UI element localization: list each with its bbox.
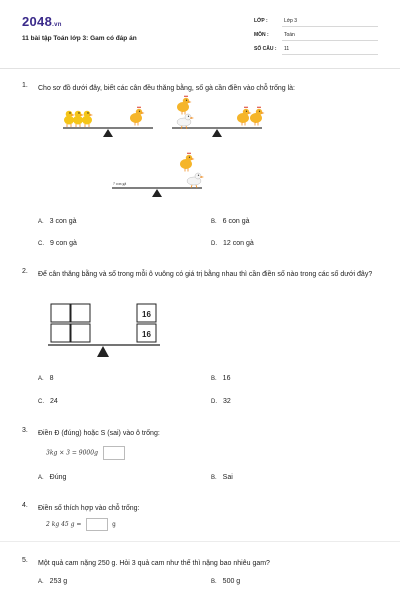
hen-icon: [250, 106, 265, 126]
meta-grade-value: Lớp 3: [284, 18, 298, 24]
option-letter: A.: [38, 219, 44, 225]
meta-count-key: SỐ CÂU :: [254, 46, 277, 52]
question-text: Cho sơ đồ dưới đây, biết các cân đều thăng bằng, số gà cần điền vào chỗ trống là:: [38, 85, 295, 92]
expression-row: [46, 518, 116, 531]
option-letter: A.: [38, 579, 44, 585]
chick-icon: [82, 111, 93, 127]
site-logo[interactable]: [22, 14, 62, 29]
option-letter: B.: [211, 219, 217, 225]
meta-divider: [282, 54, 378, 55]
question-text: Một quả cam nặng 250 g. Hỏi 3 quả cam như thế thì nặng bao nhiêu gam?: [38, 560, 270, 567]
section-divider: [0, 541, 400, 542]
empty-boxes: [51, 304, 90, 342]
option-a[interactable]: [38, 375, 54, 382]
option-letter: D.: [211, 241, 217, 247]
option-text: Sai: [222, 474, 233, 481]
option-d[interactable]: [211, 398, 231, 405]
option-letter: A.: [38, 475, 44, 481]
option-a[interactable]: [38, 474, 66, 481]
option-b[interactable]: [211, 218, 250, 225]
answer-box[interactable]: [86, 518, 108, 531]
box-value: 16: [142, 310, 151, 319]
option-text: 12 con gà: [223, 240, 254, 247]
option-a[interactable]: [38, 218, 77, 225]
scale-3: [112, 152, 204, 197]
option-a[interactable]: [38, 578, 67, 585]
value-box: [137, 304, 156, 322]
question-text: Điền Đ (đúng) hoặc S (sai) vào ô trống:: [38, 430, 160, 437]
option-c[interactable]: [38, 240, 77, 247]
option-letter: B.: [211, 579, 217, 585]
expression-row: [46, 446, 125, 460]
question-text: Điền số thích hợp vào chỗ trống:: [38, 505, 140, 512]
value-box: [137, 324, 156, 342]
option-letter: C.: [38, 241, 44, 247]
option-text: 24: [50, 398, 58, 405]
option-text: Đúng: [49, 474, 67, 481]
math-expression: 2 kg 45 g =: [46, 521, 82, 528]
question-text: Để cân thăng bằng và số trong mỗi ô vuông có giá trị bằng nhau thì cần điền số nào trong các số dưới đây?: [38, 271, 373, 278]
duck-icon: [187, 173, 204, 188]
meta-subject-key: MÔN :: [254, 32, 269, 38]
option-b[interactable]: [211, 474, 233, 481]
scale-pivot: [97, 346, 109, 357]
meta-divider: [282, 40, 378, 41]
unit-label: g: [112, 522, 116, 528]
hen-icon: [177, 95, 192, 115]
question-number: 3.: [22, 427, 28, 434]
option-text: 6 con gà: [222, 218, 250, 225]
option-text: 16: [222, 375, 231, 382]
unknown-label: ? con gà: [113, 181, 127, 186]
question-number: 1.: [22, 82, 28, 89]
option-text: 8: [49, 375, 54, 382]
option-text: 500 g: [222, 578, 241, 585]
option-d[interactable]: [211, 240, 254, 247]
hen-icon: [130, 106, 145, 126]
math-expression: 3kg × 3 = 9000g: [46, 449, 98, 457]
question-number: 2.: [22, 268, 28, 275]
answer-box[interactable]: [103, 446, 125, 460]
logo-suffix: .vn: [52, 22, 62, 28]
option-letter: B.: [211, 376, 217, 382]
header-divider: [0, 68, 400, 69]
option-letter: A.: [38, 376, 44, 382]
option-b[interactable]: [211, 578, 240, 585]
scale-1: [63, 106, 153, 137]
meta-grade-key: LỚP :: [254, 18, 268, 24]
hen-icon: [237, 106, 252, 126]
box-scale-figure: [0, 296, 400, 366]
logo-text: 2048: [22, 14, 53, 29]
document-title: 11 bài tập Toán lớp 3: Gam có đáp án: [22, 35, 137, 42]
hen-icon: [180, 152, 195, 172]
option-b[interactable]: [211, 375, 230, 382]
scale-2: [172, 95, 265, 137]
box-value: 16: [142, 330, 151, 339]
option-text: 32: [223, 398, 231, 405]
option-text: 3 con gà: [49, 218, 77, 225]
meta-divider: [282, 26, 378, 27]
duck-icon: [177, 114, 194, 129]
option-letter: B.: [211, 475, 217, 481]
question-number: 5.: [22, 557, 28, 564]
option-letter: D.: [211, 399, 217, 405]
option-text: 9 con gà: [50, 240, 77, 247]
question-number: 4.: [22, 502, 28, 509]
option-c[interactable]: [38, 398, 58, 405]
meta-count-value: 11: [284, 46, 290, 52]
option-letter: C.: [38, 399, 44, 405]
balance-scales-figure: [0, 92, 400, 207]
option-text: 253 g: [49, 578, 68, 585]
meta-subject-value: Toán: [284, 32, 295, 38]
